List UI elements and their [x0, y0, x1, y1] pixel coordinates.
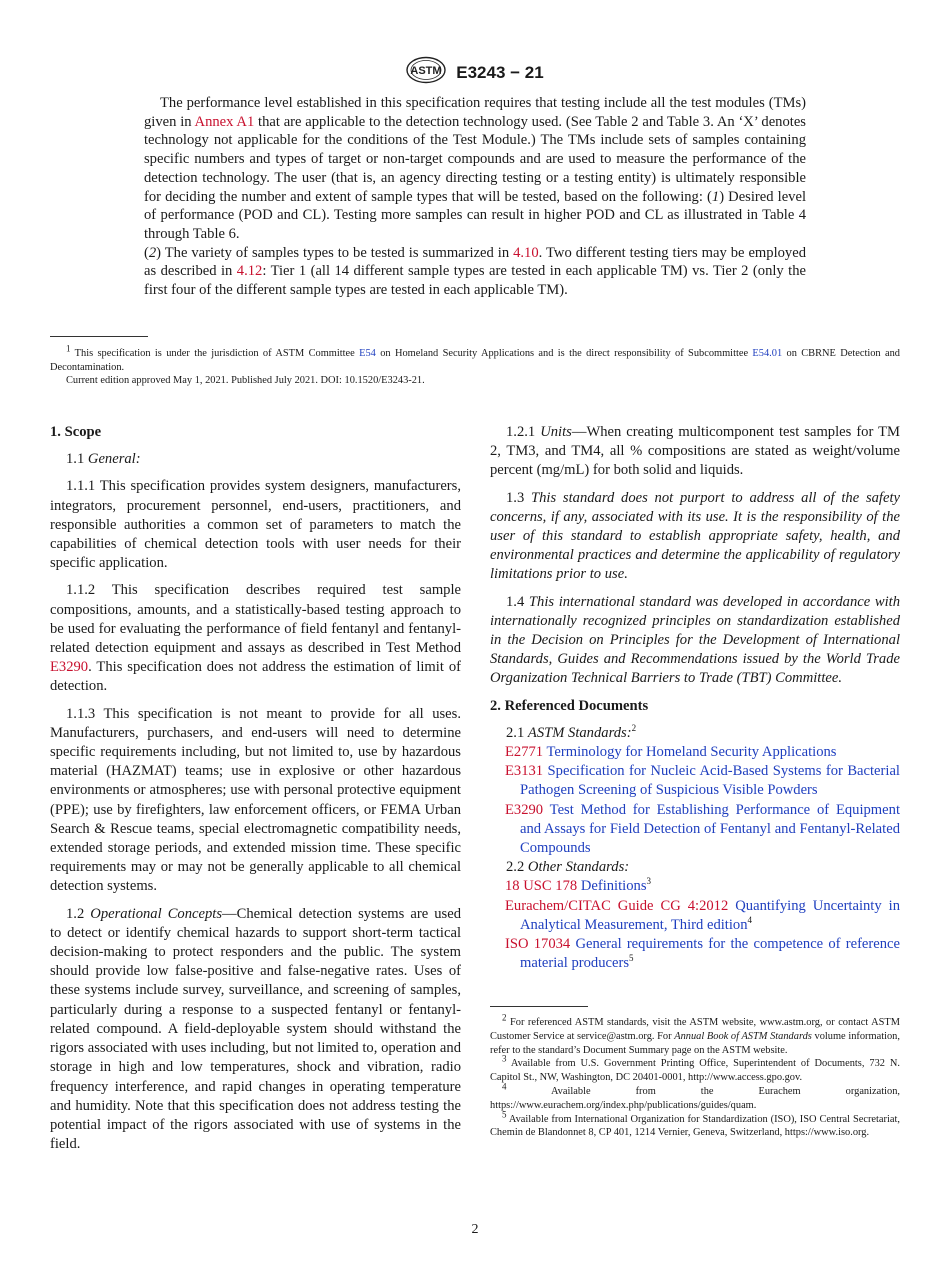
- ref-title-e3290[interactable]: Test Method for Establishing Performance of Equipment and Assays for Field Detection of Fentanyl and Fentanyl-Related Compounds: [520, 801, 900, 857]
- link-e54-01[interactable]: E54.01: [752, 348, 783, 359]
- section-1-2-1: 1.2.1 Units—When creating multicomponent test samples for TM 2, TM3, and TM4, all % compositions are stated as weight/volume percent (mg/mL) for both solid and liquids.: [490, 424, 900, 479]
- footnote-rule-right: [490, 1006, 588, 1007]
- section-1-3: 1.3 This standard does not purport to address all of the safety concerns, if any, associated with its use. It is the responsibility of the user of this standard to establish appropriate safety, health, and environmental practices and determine the applicability of regulatory limitations prior to use.: [490, 489, 900, 583]
- page-header: [0, 56, 950, 89]
- link-e3290[interactable]: E3290: [50, 659, 89, 676]
- ref-code-eurachem[interactable]: Eurachem/CITAC Guide CG 4:2012: [505, 897, 729, 914]
- footnote-1: $^1$ This specification is under the jurisdiction of ASTM Committee E54 on Homeland Security Applications and is the direct responsibility of Subcommittee E54.01 on CBRNE Detection and Decontamination. Current edition approved May 1, 2021. Published July 2021. DOI: 10.1520/E3243-21.: [50, 343, 900, 387]
- standard-designation: E3243 − 21: [456, 62, 544, 82]
- ref-code-18-usc-178[interactable]: 18 USC 178: [505, 878, 578, 895]
- reference-e2771[interactable]: [490, 743, 900, 762]
- link-e54[interactable]: E54: [359, 348, 376, 359]
- footnote-5: $^5$ Available from International Organization for Standardization (ISO), ISO Central Secretariat, Chemin de Blandonnet 8, CP 401, 1214 Vernier, Geneva, Switzerland, https://www.iso.org.: [490, 1109, 900, 1139]
- page-number: 2: [471, 1222, 479, 1237]
- section-2-2: 2.2 Other Standards:: [506, 859, 630, 876]
- link-section-4-12[interactable]: 4.12: [236, 263, 263, 280]
- section-heading-scope: 1. Scope: [50, 424, 102, 440]
- section-1-2: 1.2 Operational Concepts—Chemical detection systems are used to detect or identify chemical hazards to support short-term tactical decision-making to protect responders and the public. The system should provide low false-positive and false-negative rates. Uses of these systems include survey, surveillance, and screening of samples, particularly during a response to a suspected fentanyl or fentanyl-related compound. A field-deployable system should withstand the rigors associated with uses including, but not limited to, operation and storage in high and low temperatures, shock and vibration, radio frequency interference, and rapid changes in operating temperature and humidity. Note that this specification does not address testing the potential impact of the rigors associated with use of systems in the field.: [50, 905, 461, 1153]
- reference-e3131[interactable]: [490, 762, 900, 800]
- svg-text:ASTM: ASTM: [410, 65, 442, 77]
- edition-note: Current edition approved May 1, 2021. Published July 2021. DOI: 10.1520/E3243-21.: [66, 375, 425, 387]
- section-1-1-2: 1.1.2 This specification describes required test sample compositions, amounts, and a statistically-based testing approach to be used for evaluating the performance of field fentanyl and fentanyl-related detection equipment and assays as described in Test Method E3290. This specification does not address the estimation of limit of detection.: [50, 582, 461, 695]
- section-2-1: 2.1 ASTM Standards:$^2$: [506, 722, 637, 741]
- reference-eurachem[interactable]: Eurachem/CITAC Guide CG 4:2012 Quantifying Uncertainty in Analytical Measurement, Third edition$^4$: [505, 897, 901, 933]
- ref-code-iso-17034[interactable]: ISO 17034: [505, 936, 571, 953]
- intro-block: [144, 94, 806, 300]
- footnote-2: $^2$ For referenced ASTM standards, visit the ASTM website, www.astm.org, or contact ASTM Customer Service at service@astm.org. For Annual Book of ASTM Standards volume information, refer to the standard’s Document Summary page on the ASTM website.: [490, 1012, 900, 1056]
- right-column: [490, 423, 900, 973]
- intro-paragraph-2: (2) The variety of samples types to be tested is summarized in 4.10. Two different testing tiers may be employed as described in 4.12: Tier 1 (all 14 different sample types are tested in each applicable TM) vs. Tier 2 (only the first four of the different sample types are tested in each applicable TM).: [144, 244, 807, 299]
- ref-code-e3131[interactable]: E3131: [505, 763, 544, 780]
- reference-18-usc-178[interactable]: 18 USC 178 Definitions$^3$: [505, 876, 651, 895]
- ref-title-e2771[interactable]: Terminology for Homeland Security Applications: [546, 744, 837, 761]
- footnote-4: $^4$ Available from the Eurachem organization, https://www.eurachem.org/index.php/publications/guides/quam.: [490, 1081, 900, 1111]
- section-1-1-3: 1.1.3 This specification is not meant to provide for all uses. Manufacturers, purchasers, and end-users will need to determine specific requirements including, but not limited to, use by hazardous material (HAZMAT) teams; use in explosive or other hazardous environments or atmospheres; use with personal protective equipment (PPE); use by firefighters, law enforcement officers, or FEMA Urban Search & Rescue teams, special electromagnetic compatibility needs, extended storage periods, and extended mission time. These specific requirements may or may not be generally applicable to all chemical detection systems.: [50, 705, 461, 895]
- reference-e3290[interactable]: [490, 801, 900, 859]
- footnote-rule: [50, 336, 148, 337]
- ref-code-e2771[interactable]: E2771: [505, 744, 544, 761]
- footnote-3: $^3$ Available from U.S. Government Printing Office, Superintendent of Documents, 732 N. Capitol St., NW, Washington, DC 20401-0001, http://www.access.gpo.gov.: [490, 1053, 900, 1084]
- link-section-4-10[interactable]: 4.10: [513, 244, 539, 261]
- ref-code-e3290[interactable]: E3290: [505, 801, 544, 818]
- footnotes-right: [490, 1012, 900, 1140]
- reference-iso-17034[interactable]: ISO 17034 General requirements for the competence of reference material producers$^5$: [505, 936, 900, 972]
- ref-title-quantifying-uncertainty[interactable]: Quantifying Uncertainty in Analytical Measurement, Third edition: [520, 897, 901, 933]
- astm-logo-icon: [406, 56, 446, 89]
- ref-title-reference-materials[interactable]: General requirements for the competence of reference material producers: [520, 936, 900, 972]
- ref-title-e3131[interactable]: Specification for Nucleic Acid-Based Systems for Bacterial Pathogen Screening of Suspicious Visible Powders: [520, 763, 900, 799]
- left-column: [50, 423, 461, 1162]
- section-1-4: 1.4 This international standard was developed in accordance with internationally recognized principles on standardization established in the Decision on Principles for the Development of International Standards, Guides and Recommendations issued by the World Trade Organization Technical Barriers to Trade (TBT) Committee.: [490, 593, 901, 687]
- link-annex-a1[interactable]: Annex A1: [194, 113, 255, 130]
- section-1-1: 1.1 General:: [66, 451, 141, 468]
- section-heading-referenced-documents: 2. Referenced Documents: [490, 697, 649, 714]
- ref-title-definitions[interactable]: Definitions: [580, 878, 647, 895]
- intro-paragraph-1: The performance level established in this specification requires that testing include all the test modules (TMs) given in Annex A1 that are applicable to the detection technology used. (See Table 2 and Table 3. An ‘X’ denotes technology not applicable for the conditions of the Test Module.) The TMs include sets of samples containing specific numbers and types of target or non-target compounds and are used to measure the performance of the detection technology. The user (that is, an agency directing testing or a testing entity) is ultimately responsible for deciding the number and extent of sample types that will be tested, based on the following: (1) Desired level of performance (POD and CL). Testing more samples can result in higher POD and CL as illustrated in Table 4 through Table 6.: [144, 95, 807, 242]
- section-1-1-1: 1.1.1 This specification provides system designers, manufacturers, integrators, procurement personnel, end-users, practitioners, and responsible authorities a common set of parameters to match the capabilities of chemical detection tools with user needs for their specific application.: [50, 478, 461, 572]
